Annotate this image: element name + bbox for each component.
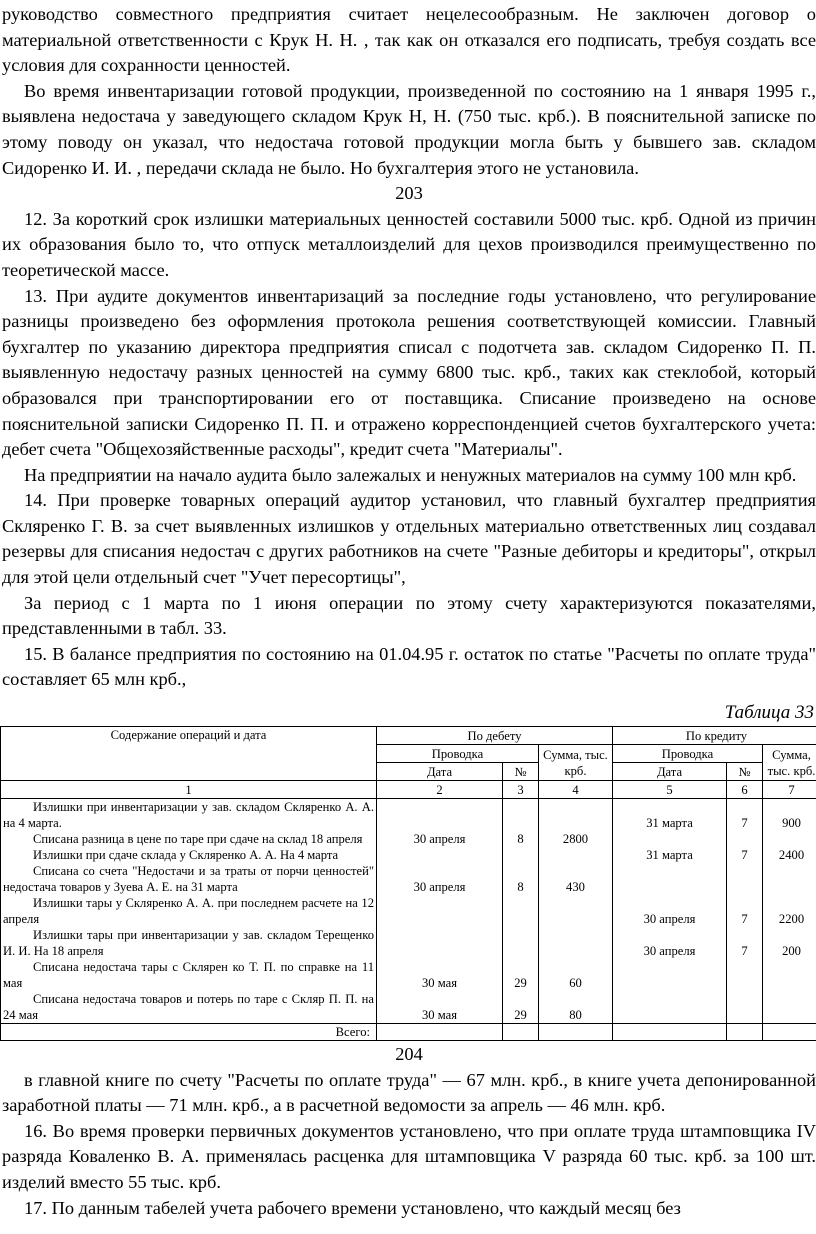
col-number: 5 bbox=[613, 781, 727, 799]
operation-cell bbox=[1, 799, 377, 832]
operation-text: Излишки тары при инвентаризации у зав. складом Терещенко И. И. На 18 апреля bbox=[3, 928, 374, 958]
operation-text: Излишки тары у Скляренко А. А. при последнем расчете на 12 апреля bbox=[3, 896, 374, 926]
debit-num-cell bbox=[503, 895, 539, 927]
table-row bbox=[1, 799, 816, 832]
operation-text: Списана недостача товаров и потерь по таре с Скляр П. П. на 24 мая bbox=[3, 992, 374, 1022]
header-credit-posting: Проводка bbox=[613, 745, 763, 763]
operation-text: Списана разница в цене по таре при сдаче на склад 18 апреля bbox=[33, 832, 363, 846]
table-caption: Таблица 33 bbox=[724, 702, 814, 723]
credit-sum-cell bbox=[763, 959, 816, 991]
credit-date-cell bbox=[613, 831, 727, 847]
paragraph-item-15: 15. В балансе предприятия по состоянию на 01.04.95 г. остаток по статье "Расчеты по оплате труда" составляет 65 млн крб., bbox=[2, 643, 816, 690]
credit-num-cell: 7 bbox=[727, 895, 763, 927]
paragraph-period: За период с 1 марта по 1 июня операции по этому счету характеризуются показателями, представленными в табл. 33. bbox=[2, 592, 816, 639]
operation-text: Списана недостача тары с Склярен ко Т. П. по справке на 11 мая bbox=[3, 960, 374, 990]
debit-sum-cell bbox=[539, 895, 613, 927]
operation-cell bbox=[1, 991, 377, 1024]
credit-date-cell bbox=[613, 959, 727, 991]
total-cell bbox=[613, 1024, 727, 1041]
debit-sum-cell: 80 bbox=[539, 991, 613, 1024]
credit-date-cell: 30 апреля bbox=[613, 895, 727, 927]
operation-cell bbox=[1, 831, 377, 847]
credit-num-cell: 7 bbox=[727, 847, 763, 863]
header-debit-posting: Проводка bbox=[377, 745, 539, 763]
header-credit: По кредиту bbox=[613, 727, 816, 745]
debit-sum-cell bbox=[539, 799, 613, 832]
paragraph-item-16: 16. Во время проверки первичных документов установлено, что при оплате труда штамповщика IV разряда Коваленко В. А. применялась расценка для штамповщика V разряда 60 тыс. крб. за 100 шт. изделий вместо 55 тыс. крб. bbox=[2, 1120, 816, 1192]
debit-num-cell: 8 bbox=[503, 831, 539, 847]
credit-num-cell bbox=[727, 991, 763, 1024]
col-number: 6 bbox=[727, 781, 763, 799]
operation-cell bbox=[1, 863, 377, 895]
total-cell bbox=[503, 1024, 539, 1041]
debit-num-cell: 29 bbox=[503, 991, 539, 1024]
paragraph-stale-materials: На предприятии на начало аудита было залежалых и ненужных материалов на сумму 100 млн крб. bbox=[24, 464, 797, 485]
credit-date-cell bbox=[613, 863, 727, 895]
debit-date-cell: 30 мая bbox=[377, 959, 503, 991]
debit-sum-cell bbox=[539, 927, 613, 959]
debit-date-cell: 30 апреля bbox=[377, 831, 503, 847]
total-label: Всего: bbox=[1, 1024, 377, 1041]
debit-num-cell bbox=[503, 799, 539, 832]
header-debit-num: № bbox=[503, 763, 539, 781]
col-number: 7 bbox=[763, 781, 816, 799]
operation-text: Списана со счета "Недостачи и за траты от порчи ценностей" недостача товаров у Зуева А. Е. на 31 марта bbox=[3, 864, 374, 894]
operation-text: Излишки при инвентаризации у зав. складом Скляренко А. А. на 4 марта. bbox=[3, 800, 374, 830]
debit-sum-cell: 60 bbox=[539, 959, 613, 991]
operation-cell bbox=[1, 959, 377, 991]
header-debit: По дебету bbox=[377, 727, 613, 745]
col-number: 4 bbox=[539, 781, 613, 799]
paragraph-ledgers: в главной книге по счету "Расчеты по оплате труда" — 67 млн. крб., в книге учета депонированной заработной платы — 71 млн. крб., а в расчетной ведомости за апрель — 46 млн. крб. bbox=[2, 1069, 816, 1116]
paragraph-item-13: 13. При аудите документов инвентаризаций за последние годы установлено, что регулирование разницы произведено без оформления протокола решения соответствующей комиссии. Главный бухгалтер по указанию директора предприятия списал с подотчета зав. складом Сидоренко П. П. выявленную недостачу разных ценностей на сумму 6800 тыс. крб., таких как стеклобой, который образовался при транспортировании его от поставщика. Списание произведено на основе пояснительной записки Сидоренко П. П. и отражено корреспонденцией счетов бухгалтерского учета: дебет счета "Общехозяйственные расходы", кредит счета "Материалы". bbox=[2, 285, 816, 460]
table-row bbox=[1, 959, 816, 991]
credit-num-cell: 7 bbox=[727, 799, 763, 832]
credit-sum-cell bbox=[763, 863, 816, 895]
debit-date-cell bbox=[377, 895, 503, 927]
credit-sum-cell: 2200 bbox=[763, 895, 816, 927]
total-cell bbox=[539, 1024, 613, 1041]
operations-table bbox=[0, 726, 816, 1041]
operation-cell bbox=[1, 847, 377, 863]
debit-date-cell bbox=[377, 799, 503, 832]
credit-sum-cell: 2400 bbox=[763, 847, 816, 863]
table-row bbox=[1, 927, 816, 959]
credit-num-cell bbox=[727, 863, 763, 895]
debit-sum-cell: 2800 bbox=[539, 831, 613, 847]
paragraph-item-14: 14. При проверке товарных операций аудитор установил, что главный бухгалтер предприятия Скляренко Г. В. за счет выявленных излишков у отдельных материально ответственных лиц создавал резервы для списания недостач с других работников на счете "Разные дебиторы и кредиторы", открыл для этой цели отдельный счет "Учет пересортицы", bbox=[2, 490, 816, 588]
total-cell bbox=[727, 1024, 763, 1041]
table-row bbox=[1, 831, 816, 847]
debit-date-cell: 30 мая bbox=[377, 991, 503, 1024]
paragraph-continuation: руководство совместного предприятия считает нецелесообразным. Не заключен договор о материальной ответственности с Крук Н. Н. , так как он отказался его подписать, требуя создать все условия для сохранности ценностей. bbox=[2, 4, 816, 76]
operation-cell bbox=[1, 895, 377, 927]
header-debit-sum: Сумма, тыс. крб. bbox=[539, 745, 613, 781]
header-debit-date: Дата bbox=[377, 763, 503, 781]
credit-date-cell: 30 апреля bbox=[613, 927, 727, 959]
credit-date-cell: 31 марта bbox=[613, 799, 727, 832]
col-number: 3 bbox=[503, 781, 539, 799]
credit-sum-cell bbox=[763, 991, 816, 1024]
paragraph-inventory: Во время инвентаризации готовой продукции, произведенной по состоянию на 1 января 1995 г., выявлена недостача у заведующего складом Крук Н, Н. (750 тыс. крб.). В пояснительной записке по этому поводу он указал, что недостача готовой продукции могла быть у бывшего зав. складом Сидоренко И. И. , передачи склада не было. Но бухгалтерия этого не установила. bbox=[2, 80, 816, 178]
debit-date-cell: 30 апреля bbox=[377, 863, 503, 895]
col-number: 1 bbox=[1, 781, 377, 799]
page-number: 203 bbox=[395, 183, 423, 204]
debit-sum-cell: 430 bbox=[539, 863, 613, 895]
col-number: 2 bbox=[377, 781, 503, 799]
text-block-top bbox=[2, 2, 816, 693]
header-credit-num: № bbox=[727, 763, 763, 781]
debit-date-cell bbox=[377, 847, 503, 863]
credit-sum-cell bbox=[763, 831, 816, 847]
credit-num-cell: 7 bbox=[727, 927, 763, 959]
table-row bbox=[1, 895, 816, 927]
credit-num-cell bbox=[727, 831, 763, 847]
header-content: Содержание операций и дата bbox=[1, 727, 377, 781]
credit-date-cell: 31 марта bbox=[613, 847, 727, 863]
credit-sum-cell: 200 bbox=[763, 927, 816, 959]
header-credit-date: Дата bbox=[613, 763, 727, 781]
debit-num-cell bbox=[503, 847, 539, 863]
total-cell bbox=[763, 1024, 816, 1041]
debit-num-cell bbox=[503, 927, 539, 959]
debit-sum-cell bbox=[539, 847, 613, 863]
paragraph-item-17: 17. По данным табелей учета рабочего времени установлено, что каждый месяц без bbox=[24, 1197, 681, 1218]
operation-cell bbox=[1, 927, 377, 959]
paragraph-item-12: 12. За короткий срок излишки материальных ценностей составили 5000 тыс. крб. Одной из причин их образования было то, что отпуск металлоизделий для цехов производился преимущественно по теоретической массе. bbox=[2, 208, 816, 280]
debit-date-cell bbox=[377, 927, 503, 959]
credit-date-cell bbox=[613, 991, 727, 1024]
debit-num-cell: 8 bbox=[503, 863, 539, 895]
table-row bbox=[1, 863, 816, 895]
credit-num-cell bbox=[727, 959, 763, 991]
operation-text: Излишки при сдаче склада у Скляренко А. А. На 4 марта bbox=[33, 848, 339, 862]
debit-num-cell: 29 bbox=[503, 959, 539, 991]
credit-sum-cell: 900 bbox=[763, 799, 816, 832]
total-cell bbox=[377, 1024, 503, 1041]
page-number: 204 bbox=[395, 1044, 423, 1064]
table-row bbox=[1, 991, 816, 1024]
header-credit-sum: Сумма, тыс. крб. bbox=[763, 745, 816, 781]
text-block-bottom bbox=[2, 1042, 816, 1221]
table-row bbox=[1, 847, 816, 863]
